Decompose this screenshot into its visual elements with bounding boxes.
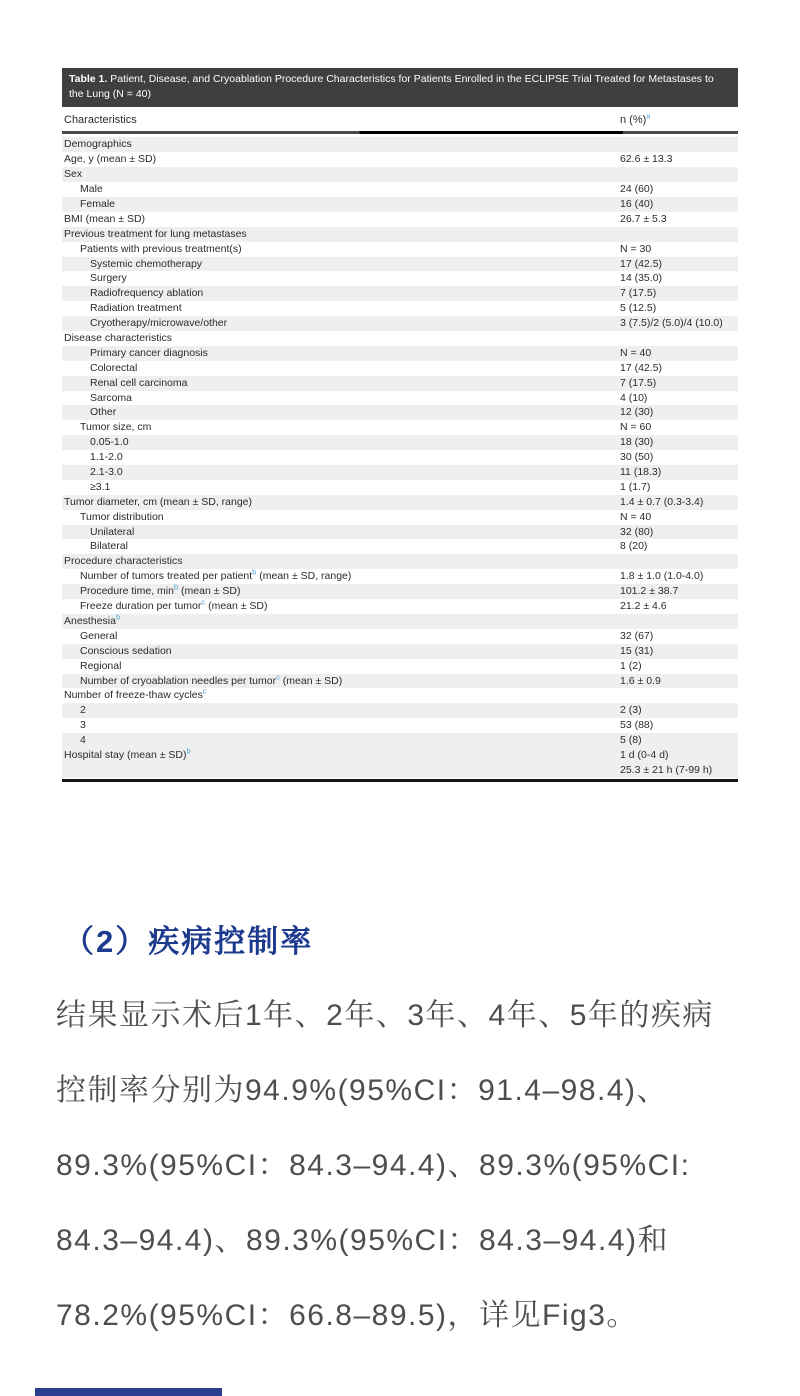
table-row [62, 584, 738, 599]
row-value: 1 (2) [620, 659, 642, 672]
column-header-n-text: n (%) [620, 114, 647, 127]
row-label: Primary cancer diagnosis [90, 346, 208, 359]
table-row [62, 525, 738, 540]
row-value: 1.8 ± 1.0 (1.0-4.0) [620, 570, 704, 583]
table-row [62, 703, 738, 718]
row-value: 1 (1.7) [620, 480, 651, 493]
table-1 [62, 68, 738, 782]
row-label: Systemic chemotherapy [90, 257, 203, 270]
table-row [62, 718, 738, 733]
row-value: 16 (40) [620, 198, 654, 210]
row-label: Number of freeze-thaw cycles$^c$ [64, 686, 207, 702]
section-heading: （2）疾病控制率 [63, 924, 314, 959]
row-label: Colorectal [90, 361, 138, 374]
row-label: Anesthesia$^b$ [64, 612, 121, 627]
row-value: 21.2 ± 4.6 [620, 600, 667, 613]
row-label: Sex [64, 168, 83, 181]
table-row [62, 480, 738, 495]
row-label: 4 [80, 734, 86, 747]
row-label: Cryotherapy/microwave/other [90, 317, 228, 330]
table-row [62, 331, 738, 346]
table-row [62, 271, 738, 286]
row-label: Freeze duration per tumor$^c$ (mean ± SD) [80, 597, 268, 613]
row-value: 3 (7.5)/2 (5.0)/4 (10.0) [620, 317, 723, 330]
table-title-text: Patient, Disease, and Cryoablation Procedure Characteristics for Patients Enrolled in the ECLIPSE Trial Treated for Metastases to the Lung (N = 40) [69, 73, 714, 101]
footnote-marker-b: b [173, 582, 179, 592]
row-label: Renal cell carcinoma [90, 376, 188, 389]
row-label: Regional [80, 659, 122, 672]
table-row [62, 554, 738, 569]
row-label: 0.05-1.0 [90, 436, 129, 449]
table-row [62, 450, 738, 465]
row-label: Number of cryoablation needles per tumor$^c$ (mean ± SD) [80, 672, 343, 687]
row-value: 7 (17.5) [620, 287, 657, 300]
row-label: Number of tumors treated per patient$^b$ (mean ± SD, range) [80, 567, 352, 583]
column-header-characteristics: Characteristics [64, 114, 137, 127]
row-label: Female [80, 198, 116, 210]
row-value: 11 (18.3) [620, 466, 662, 479]
table-row [62, 212, 738, 227]
column-header-n-percent [620, 111, 651, 127]
footnote-marker-c: c [276, 672, 280, 681]
bottom-accent-bar [35, 1388, 222, 1396]
row-value: 1 d (0-4 d) [620, 748, 669, 761]
row-value: 15 (31) [620, 644, 654, 657]
row-value: 17 (42.5) [620, 361, 663, 374]
row-label: Procedure time, $\min^b$ (mean ± SD) [80, 582, 241, 598]
footnote-marker-b: b [115, 612, 121, 622]
row-label: Radiofrequency ablation [90, 287, 204, 300]
table-row [62, 733, 738, 748]
table-row [62, 182, 738, 197]
row-label: Patients with previous treatment(s) [80, 242, 242, 255]
table-row [62, 242, 738, 257]
row-value: 1.6 ± 0.9 [620, 674, 661, 687]
table-title [62, 68, 738, 107]
row-value: 14 (35.0) [620, 272, 663, 285]
table-row [62, 420, 738, 435]
row-value: 5 (8) [620, 734, 642, 747]
row-label: Demographics [64, 138, 132, 151]
paragraph-line: 78.2%(95%CI：66.8–89.5)，详见Fig3。 [56, 1299, 638, 1332]
table-row [62, 688, 738, 703]
row-value: 26.7 ± 5.3 [620, 212, 667, 225]
table-bottom-rule [62, 779, 738, 782]
table-column-headers [62, 112, 738, 131]
row-value: 7 (17.5) [620, 376, 657, 389]
row-label: Disease characteristics [64, 332, 172, 345]
paragraph-line: 84.3–94.4)、89.3%(95%CI：84.3–94.4)和 [56, 1224, 670, 1257]
table-row [62, 346, 738, 361]
row-value: 32 (80) [620, 525, 654, 538]
row-label: 2.1-3.0 [90, 466, 123, 479]
row-label: 2 [80, 704, 86, 717]
row-value: 18 (30) [620, 436, 654, 449]
paragraph-line: 结果显示术后1年、2年、3年、4年、5年的疾病 [56, 999, 714, 1032]
row-value: 5 (12.5) [620, 302, 657, 315]
table-row [62, 227, 738, 242]
table-row [62, 644, 738, 659]
row-value: N = 60 [620, 421, 652, 434]
paragraph-line: 89.3%(95%CI：84.3–94.4)、89.3%(95%CI: [56, 1149, 691, 1182]
row-label: Tumor size, cm [80, 421, 152, 434]
table-row [62, 316, 738, 331]
footnote-marker-c: c [202, 686, 207, 696]
table-row [62, 599, 738, 614]
row-label: General [80, 629, 118, 642]
row-value: 53 (88) [620, 719, 654, 732]
table-title-label: Table 1. [69, 73, 108, 85]
table-row [62, 301, 738, 316]
table-row [62, 465, 738, 480]
table-row [62, 197, 738, 212]
article-paragraph [56, 996, 766, 1371]
row-label: Tumor diameter, cm (mean ± SD, range) [64, 495, 253, 508]
paragraph-line: 控制率分别为94.9%(95%CI：91.4–98.4)、 [56, 1074, 669, 1107]
row-label: Radiation treatment [90, 302, 182, 315]
table-row [62, 376, 738, 391]
row-label: BMI (mean ± SD) [64, 212, 146, 225]
table-row [62, 495, 738, 510]
row-label: 1.1-2.0 [90, 451, 123, 464]
row-value: 17 (42.5) [620, 257, 663, 270]
table-row [62, 435, 738, 450]
table-row [62, 629, 738, 644]
table-row [62, 510, 738, 525]
row-label: Hospital stay (mean ± SD)$^b$ [64, 746, 191, 761]
table-row [62, 659, 738, 674]
table-body [62, 137, 738, 777]
table-row [62, 569, 738, 584]
row-value: 30 (50) [620, 451, 654, 464]
row-value: 24 (60) [620, 183, 654, 196]
table-row [62, 539, 738, 554]
row-value: 32 (67) [620, 629, 654, 642]
row-label: Surgery [90, 272, 127, 285]
row-value: 12 (30) [620, 406, 654, 419]
row-label: Conscious sedation [80, 644, 172, 657]
footnote-marker-b: b [186, 746, 191, 756]
row-label: Male [80, 183, 103, 196]
row-value: 2 (3) [620, 704, 642, 717]
row-label: Previous treatment for lung metastases [64, 227, 247, 240]
row-label: Bilateral [90, 540, 128, 553]
footnote-marker-c: c [201, 597, 206, 607]
row-value: 1.4 ± 0.7 (0.3-3.4) [620, 495, 704, 508]
row-value: 62.6 ± 13.3 [620, 153, 673, 166]
row-label: 3 [80, 719, 86, 732]
row-value: N = 40 [620, 346, 652, 359]
row-value: N = 40 [620, 510, 652, 523]
table-row [62, 748, 738, 778]
row-label: ≥3.1 [90, 480, 111, 493]
table-row [62, 361, 738, 376]
row-value: 101.2 ± 38.7 [620, 585, 679, 598]
row-value: N = 30 [620, 242, 652, 255]
table-row [62, 391, 738, 406]
row-value: 4 (10) [620, 391, 648, 404]
row-value-line2: 25.3 ± 21 h (7-99 h) [620, 763, 713, 776]
footnote-marker-b: b [252, 567, 257, 577]
header-divider-rule [62, 131, 738, 134]
row-label: Tumor distribution [80, 510, 164, 523]
table-row [62, 614, 738, 629]
table-row [62, 286, 738, 301]
table-row [62, 137, 738, 152]
footnote-marker-a: a [646, 111, 651, 121]
table-row [62, 257, 738, 272]
row-label: Procedure characteristics [64, 555, 183, 568]
table-row [62, 674, 738, 689]
row-value: 8 (20) [620, 540, 648, 553]
row-label: Other [90, 406, 117, 419]
table-row [62, 405, 738, 420]
table-row [62, 167, 738, 182]
row-label: Age, y (mean ± SD) [64, 153, 157, 166]
row-label: Unilateral [90, 525, 135, 538]
table-row [62, 152, 738, 167]
row-label: Sarcoma [90, 391, 133, 404]
